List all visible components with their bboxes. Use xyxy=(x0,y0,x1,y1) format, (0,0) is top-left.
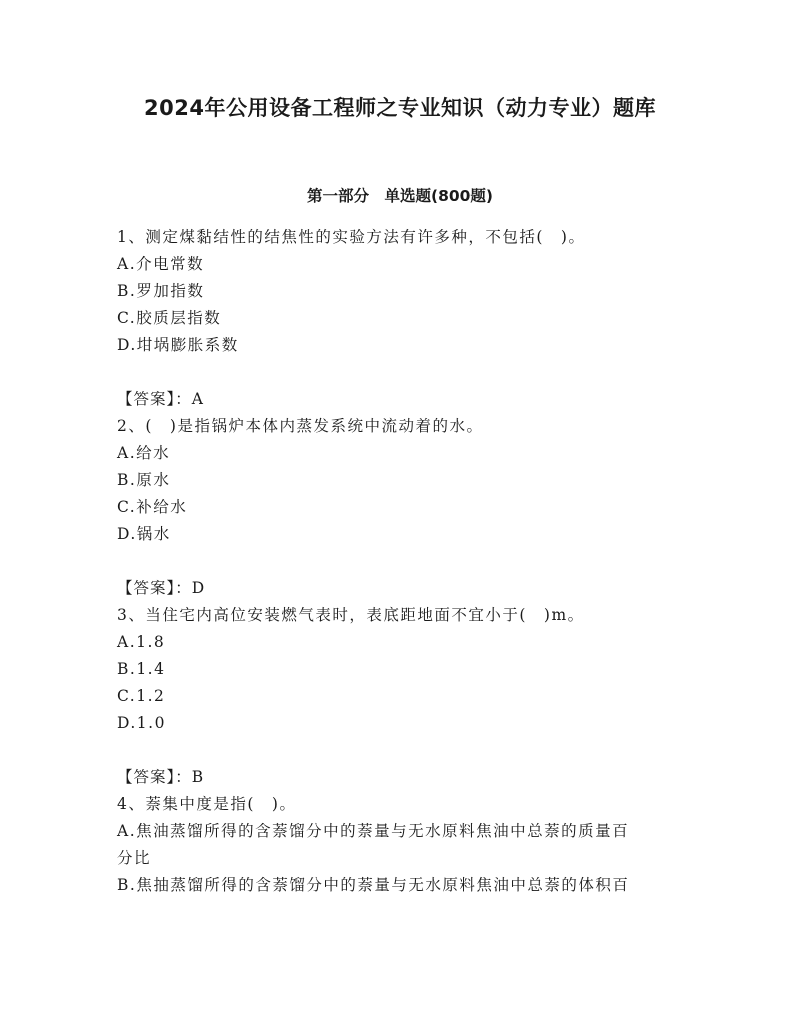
option-c: C.1.2 xyxy=(117,687,166,705)
option-a: A.给水 xyxy=(117,444,171,462)
option-b: B.罗加指数 xyxy=(117,282,205,300)
option-c: C.补给水 xyxy=(117,498,188,516)
question-stem: 3、当住宅内高位安装燃气表时，表底距地面不宜小于( )m。 xyxy=(117,606,585,624)
option-b: B.1.4 xyxy=(117,660,166,678)
question-list xyxy=(117,224,677,899)
option-a: A.焦油蒸馏所得的含萘馏分中的萘量与无水原料焦油中总萘的质量百 xyxy=(117,822,630,840)
option-a: A.1.8 xyxy=(117,633,166,651)
answer-line: 【答案】：B xyxy=(117,768,205,786)
question-stem: 1、测定煤黏结性的结焦性的实验方法有许多种，不包括( )。 xyxy=(117,228,586,246)
option-d: D.坩埚膨胀系数 xyxy=(117,336,239,354)
section-heading: 第一部分 单选题(800题) xyxy=(306,187,494,205)
option-b: B.焦抽蒸馏所得的含萘馏分中的萘量与无水原料焦油中总萘的体积百 xyxy=(117,876,630,894)
page-title: 2024年公用设备工程师之专业知识（动力专业）题库 xyxy=(144,96,656,120)
spacer xyxy=(117,359,677,386)
answer-line: 【答案】：A xyxy=(117,390,204,408)
option-d: D.1.0 xyxy=(117,714,166,732)
option-a: A.介电常数 xyxy=(117,255,205,273)
question-stem: 4、萘集中度是指( )。 xyxy=(117,795,297,813)
option-c: C.胶质层指数 xyxy=(117,309,222,327)
option-a-continued: 分比 xyxy=(117,849,152,867)
question-stem: 2、( )是指锅炉本体内蒸发系统中流动着的水。 xyxy=(117,417,484,435)
spacer xyxy=(117,548,677,575)
option-d: D.锅水 xyxy=(117,525,171,543)
option-b: B.原水 xyxy=(117,471,171,489)
answer-line: 【答案】：D xyxy=(117,579,206,597)
spacer xyxy=(117,737,677,764)
